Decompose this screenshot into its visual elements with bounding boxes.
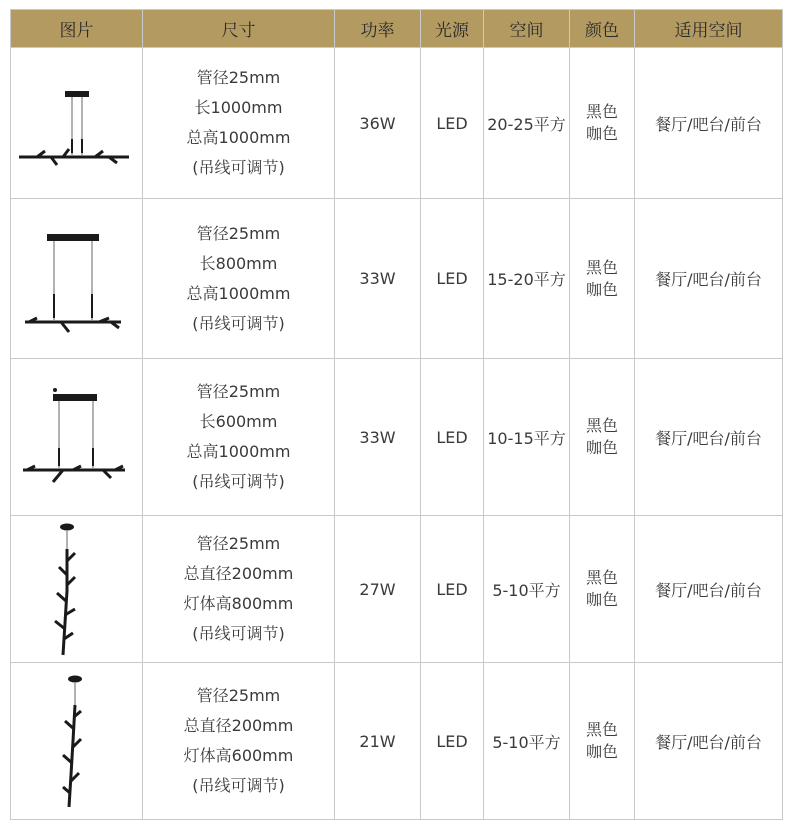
- color-option: 黑色: [585, 102, 618, 121]
- header-area: 空间: [484, 10, 570, 48]
- light-source-cell: LED: [421, 48, 484, 199]
- power-cell: 33W: [335, 199, 421, 359]
- horizontal-branch-lamp-icon: [17, 224, 137, 334]
- size-cell: [143, 663, 335, 820]
- light-source-cell: LED: [421, 516, 484, 663]
- size-line: (吊线可调节): [192, 158, 285, 177]
- size-line: 总高1000mm: [186, 442, 291, 461]
- table-row: [11, 359, 783, 516]
- light-source-cell: LED: [421, 359, 484, 516]
- header-power: 功率: [335, 10, 421, 48]
- header-usage: 适用空间: [635, 10, 783, 48]
- color-option: 咖色: [585, 742, 618, 761]
- size-cell: [143, 516, 335, 663]
- size-line: 长600mm: [199, 412, 278, 431]
- product-image-cell: [11, 48, 143, 199]
- color-option: 黑色: [585, 568, 618, 587]
- header-light-source: 光源: [421, 10, 484, 48]
- area-cell: 10-15平方: [484, 359, 570, 516]
- product-image-cell: [11, 663, 143, 820]
- size-cell: [143, 199, 335, 359]
- color-cell: [570, 516, 635, 663]
- size-line: 管径25mm: [196, 686, 281, 705]
- vertical-branch-lamp-icon: [37, 671, 117, 811]
- power-cell: 27W: [335, 516, 421, 663]
- size-line: 长1000mm: [194, 98, 283, 117]
- header-image: 图片: [11, 10, 143, 48]
- size-line: 总直径200mm: [183, 564, 294, 583]
- color-option: 咖色: [585, 279, 618, 299]
- light-source-cell: LED: [421, 199, 484, 359]
- usage-cell: 餐厅/吧台/前台: [635, 199, 783, 359]
- header-color: 颜色: [570, 10, 635, 48]
- size-line: (吊线可调节): [192, 624, 285, 643]
- size-line: (吊线可调节): [192, 472, 285, 491]
- size-line: 总高1000mm: [186, 283, 291, 303]
- usage-cell: 餐厅/吧台/前台: [635, 359, 783, 516]
- color-cell: [570, 663, 635, 820]
- size-line: 总高1000mm: [186, 128, 291, 147]
- color-option: 黑色: [585, 416, 618, 435]
- size-line: 灯体高600mm: [183, 746, 294, 765]
- header-size: 尺寸: [143, 10, 335, 48]
- size-line: (吊线可调节): [192, 776, 285, 795]
- color-cell: [570, 199, 635, 359]
- usage-cell: 餐厅/吧台/前台: [635, 48, 783, 199]
- color-option: 黑色: [585, 257, 618, 277]
- horizontal-branch-lamp-icon: [17, 382, 137, 492]
- light-source-cell: LED: [421, 663, 484, 820]
- usage-cell: 餐厅/吧台/前台: [635, 663, 783, 820]
- size-cell: [143, 359, 335, 516]
- vertical-branch-lamp-icon: [37, 519, 117, 659]
- size-line: (吊线可调节): [192, 313, 285, 333]
- size-line: 总直径200mm: [183, 716, 294, 735]
- power-cell: 21W: [335, 663, 421, 820]
- table-row: [11, 48, 783, 199]
- product-image-cell: [11, 359, 143, 516]
- color-option: 咖色: [585, 590, 618, 609]
- table-header-row: [11, 10, 783, 48]
- size-cell: [143, 48, 335, 199]
- area-cell: 5-10平方: [484, 663, 570, 820]
- table-row: [11, 516, 783, 663]
- color-option: 黑色: [585, 720, 618, 739]
- size-line: 长800mm: [199, 253, 278, 273]
- color-option: 咖色: [585, 124, 618, 143]
- power-cell: 33W: [335, 359, 421, 516]
- horizontal-branch-lamp-icon: [17, 73, 137, 173]
- size-line: 管径25mm: [196, 534, 281, 553]
- size-line: 管径25mm: [196, 382, 281, 401]
- product-spec-table: [10, 9, 783, 820]
- area-cell: 20-25平方: [484, 48, 570, 199]
- usage-cell: 餐厅/吧台/前台: [635, 516, 783, 663]
- product-image-cell: [11, 199, 143, 359]
- size-line: 管径25mm: [196, 223, 281, 243]
- table-row: [11, 199, 783, 359]
- area-cell: 15-20平方: [484, 199, 570, 359]
- color-option: 咖色: [585, 438, 618, 457]
- area-cell: 5-10平方: [484, 516, 570, 663]
- power-cell: 36W: [335, 48, 421, 199]
- table-row: [11, 663, 783, 820]
- size-line: 管径25mm: [196, 68, 281, 87]
- size-line: 灯体高800mm: [183, 594, 294, 613]
- color-cell: [570, 48, 635, 199]
- product-image-cell: [11, 516, 143, 663]
- color-cell: [570, 359, 635, 516]
